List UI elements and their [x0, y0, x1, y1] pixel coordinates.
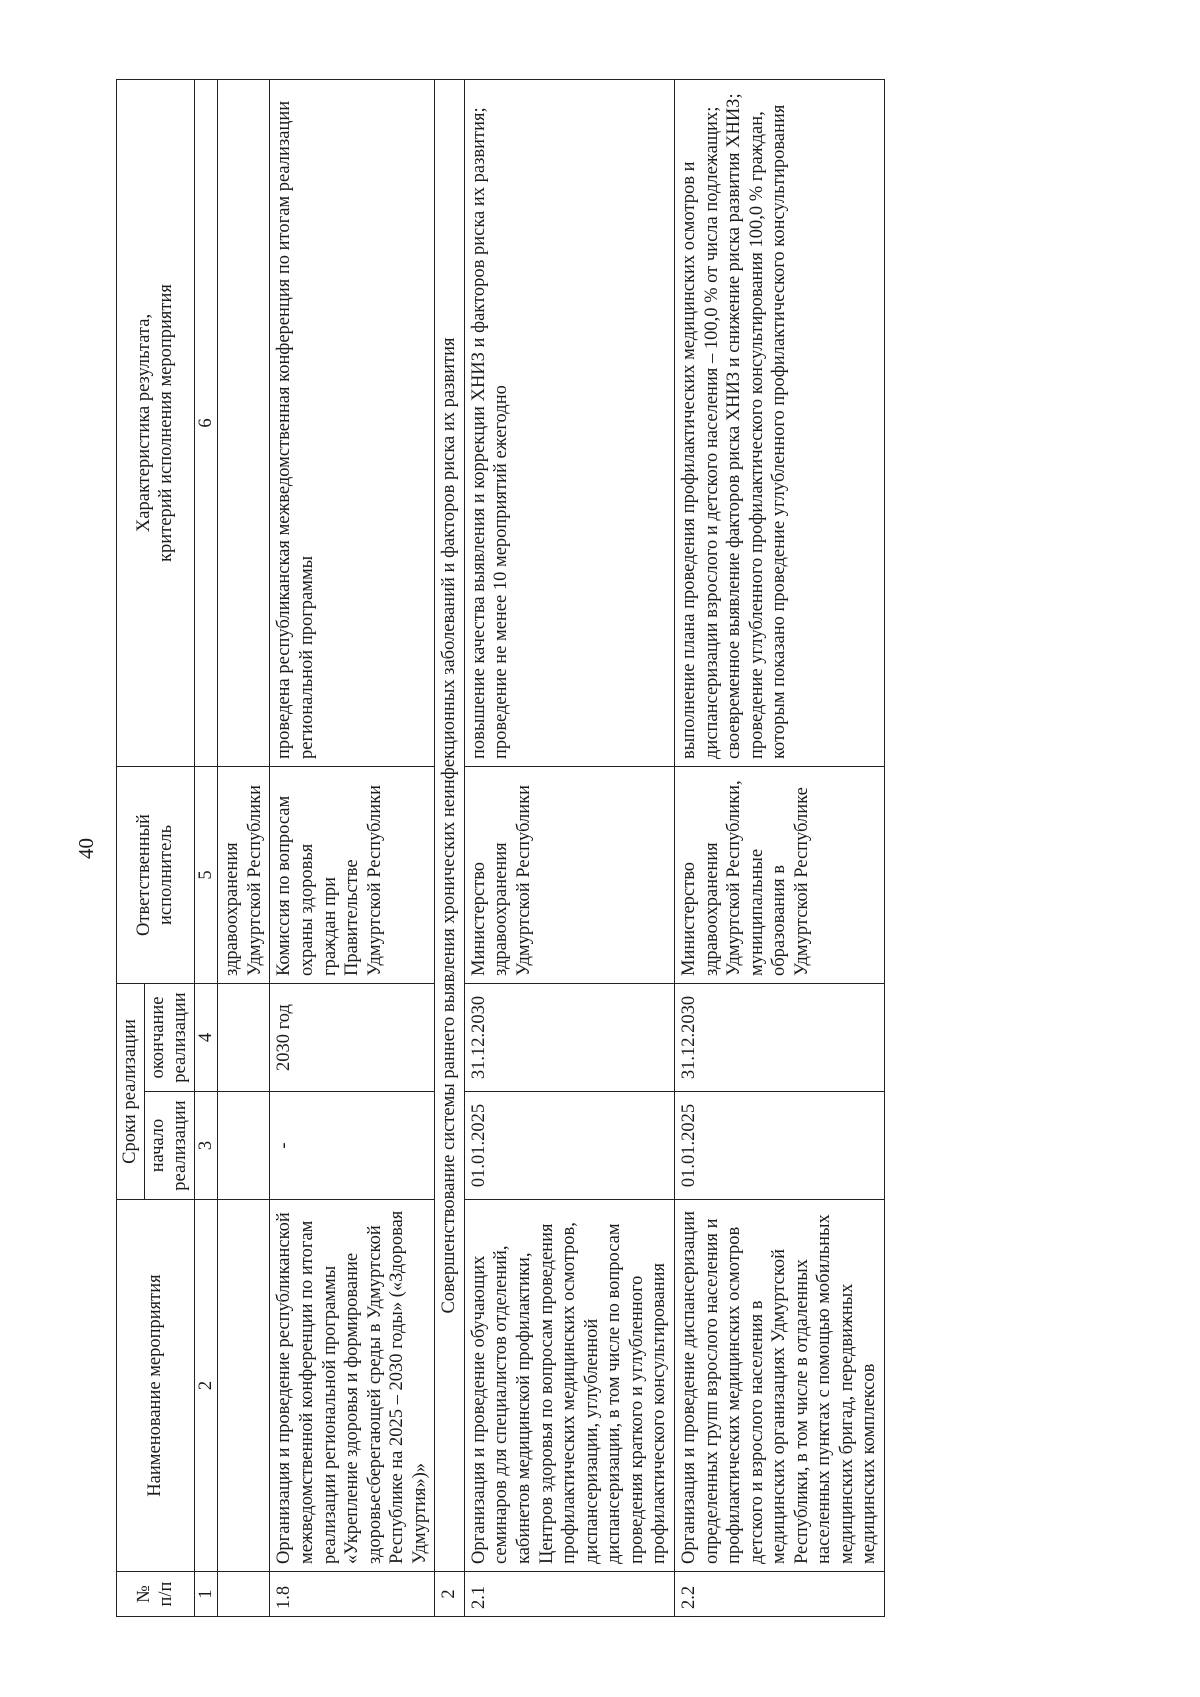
section-no: 2	[435, 1572, 465, 1617]
continuation-row	[218, 80, 270, 1617]
table-row	[464, 80, 674, 1617]
col-index: 6	[194, 80, 218, 767]
header-result: Характеристика результата, критерий исполнения мероприятия	[117, 80, 195, 767]
column-index-row	[194, 80, 218, 1617]
row-responsible: Министерство здравоохранения Удмуртской Республики	[464, 767, 674, 984]
row-end: 31.12.2030	[674, 984, 884, 1092]
row-start: 01.01.2025	[674, 1092, 884, 1200]
header-name: Наименование мероприятия	[117, 1200, 195, 1572]
row-end: 31.12.2030	[464, 984, 674, 1092]
header-row	[117, 80, 145, 1617]
row-name: Организация и проведение диспансеризации определенных групп взрослого населения и профилактических медицинских осмотров детского и взрослого населения в медицинских организациях Удмуртской Республики, в том числе в отдаленных населенных пунктах с помощью мобильных медицинских бригад, передвижных медицинских комплексов	[674, 1200, 884, 1572]
section-title: Совершенствование системы раннего выявления хронических неинфекционных заболеваний и факторов риска их развития	[435, 80, 465, 1572]
header-no: № п/п	[117, 1572, 195, 1617]
cell	[218, 1572, 270, 1617]
cell	[218, 80, 270, 767]
row-responsible: Министерство здравоохранения Удмуртской Республики, муниципальные образования в Удмуртской Республике	[674, 767, 884, 984]
row-name: Организация и проведение республиканской межведомственной конференции по итогам реализации региональной программы «Укрепление здоровья и формирование здоровьесберегающей среды в Удмуртской Республике на 2025 – 2030 годы» («Здоровая Удмуртия»)»	[270, 1200, 435, 1572]
row-no: 2.1	[464, 1572, 674, 1617]
row-start: -	[270, 1092, 435, 1200]
col-index: 5	[194, 767, 218, 984]
col-index: 2	[194, 1200, 218, 1572]
cell	[218, 1092, 270, 1200]
col-index: 1	[194, 1572, 218, 1617]
header-responsible: Ответственный исполнитель	[117, 767, 195, 984]
header-end: окончание реализации	[144, 984, 194, 1092]
table-row	[270, 80, 435, 1617]
row-no: 2.2	[674, 1572, 884, 1617]
measures-table	[116, 79, 885, 1617]
row-end: 2030 год	[270, 984, 435, 1092]
row-result: проведена республиканская межведомственная конференция по итогам реализации региональной программы	[270, 80, 435, 767]
row-no: 1.8	[270, 1572, 435, 1617]
row-name: Организация и проведение обучающих семинаров для специалистов отделений, кабинетов медицинской профилактики, Центров здоровья по вопросам проведения профилактических медицинских осмотров, диспансеризации, углубленной диспансеризации, в том числе по вопросам проведения краткого и углубленного профилактического консультирования	[464, 1200, 674, 1572]
page-number: 40	[74, 838, 98, 859]
cont-responsible: здравоохранения Удмуртской Республики	[218, 767, 270, 984]
row-start: 01.01.2025	[464, 1092, 674, 1200]
cell	[218, 984, 270, 1092]
col-index: 4	[194, 984, 218, 1092]
row-result: повышение качества выявления и коррекции ХНИЗ и факторов риска их развития; проведение не менее 10 мероприятий ежегодно	[464, 80, 674, 767]
section-row	[435, 80, 465, 1617]
header-terms: Сроки реализации	[117, 984, 145, 1200]
col-index: 3	[194, 1092, 218, 1200]
cell	[218, 1200, 270, 1572]
row-responsible: Комиссия по вопросам охраны здоровья граждан при Правительстве Удмуртской Республики	[270, 767, 435, 984]
header-start: начало реализации	[144, 1092, 194, 1200]
table-row	[674, 80, 884, 1617]
row-result: выполнение плана проведения профилактических медицинских осмотров и диспансеризации взрослого и детского населения – 100,0 % от числа подлежащих; своевременное выявление факторов риска ХНИЗ и снижение риска развития ХНИЗ; проведение углубленного профилактического консультирования 100,0 % граждан, которым показано проведение углубленного профилактического консультирования	[674, 80, 884, 767]
